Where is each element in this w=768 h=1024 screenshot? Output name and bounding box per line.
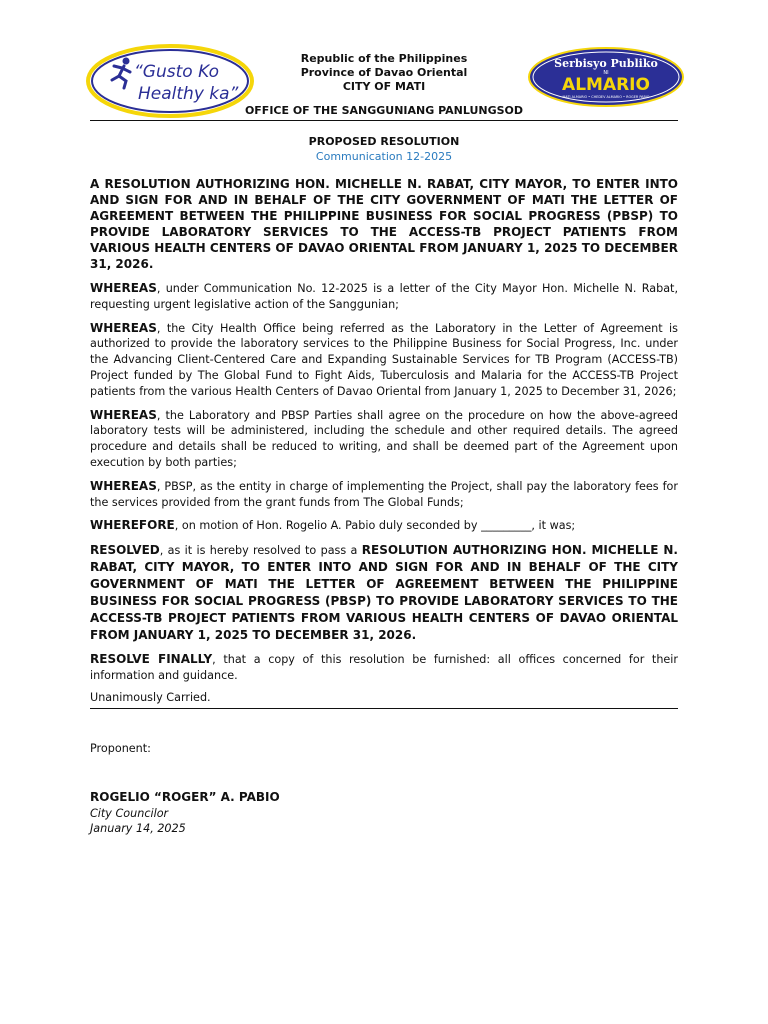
wherefore-label: WHEREFORE [90,518,175,533]
wherefore-text: , on motion of Hon. Rogelio A. Pabio duly seconded by _________, it was; [174,519,576,533]
logo-right-top: Serbisyo Publiko [554,57,658,70]
resolve-finally-text: , that a copy of this resolution be furnished: all offices concerned for their information and guidance. [90,653,679,682]
footer-divider [90,708,678,709]
whereas-text: , PBSP, as the entity in charge of implementing the Project, shall pay the laboratory fees for the services provided from the grant funds from The Global Funds; [90,479,678,509]
resolution-title: A RESOLUTION AUTHORIZING HON. MICHELLE N. RABAT, CITY MAYOR, TO ENTER INTO AND SIGN FOR AND IN BEHALF OF THE CITY GOVERNMENT OF MATI THE LETTER OF AGREEMENT BETWEEN THE PHILIPPINE BUSINESS FOR SOCIAL PROGRESS (PBSP) TO PROVIDE LABORATORY SERVICES TO THE ACCESS-TB PROJECT PATIENTS FROM VARIOUS HEALTH CENTERS OF DAVAO ORIENTAL FROM JANUARY 1, 2025 TO DECEMBER 31, 2026. [90,177,678,271]
whereas-paragraph-3 [90,408,678,471]
logo-left-line2: Healthy ka” [138,84,239,104]
office-name: OFFICE OF THE SANGGUNIANG PANLUNGSOD [244,104,524,117]
whereas-label: WHEREAS [90,478,157,493]
header-republic: Republic of the Philippines [300,52,468,65]
whereas-label: WHEREAS [90,407,157,422]
logo-right-sub: MATI ALMARIO • CHEDEV ALMARIO • ROGER PABIO [562,95,650,99]
whereas-text: , under Communication No. 12-2025 is a letter of the City Mayor Hon. Michelle N. Rabat, requesting urgent legislative action of the Sanggunian; [90,282,678,311]
logo-right-main: ALMARIO [562,75,650,95]
proponent-label: Proponent: [90,742,151,755]
communication-number: Communication 12-2025 [315,150,453,163]
resolved-bold-text: RESOLUTION AUTHORIZING HON. MICHELLE N. RABAT, CITY MAYOR, TO ENTER INTO AND SIGN FOR AND IN BEHALF OF THE CITY GOVERNMENT OF MATI THE LETTER OF AGREEMENT BETWEEN THE PHILIPPINE BUSINESS FOR SOCIAL PROGRESS (PBSP) TO PROVIDE LABORATORY SERVICES TO THE ACCESS-TB PROJECT PATIENTS FROM VARIOUS HEALTH CENTERS OF DAVAO ORIENTAL FROM JANUARY 1, 2025 TO DECEMBER 31, 2026. [90,543,678,643]
resolved-text: , as it is hereby resolved to pass a [159,544,362,558]
whereas-paragraph-2 [90,321,678,400]
whereas-label: WHEREAS [90,281,157,295]
header-city: CITY OF MATI [342,80,426,93]
letterhead [250,52,518,94]
whereas-paragraph-1 [90,281,678,313]
serbisyo-publiko-almario-logo [527,46,685,108]
whereas-text: , the City Health Office being referred as the Laboratory in the Letter of Agreement is authorized to provide the laboratory services to the Philippine Business for Social Progress, Inc. under the Advancing Client-Centered Care and Expanding Sustainable Services for TB Program (ACCESS-TB) Project funded by The Global Fund to Fight Aids, Tuberculosis and Malaria for the ACCESS-TB Project patients from the various Health Centers of Davao Oriental from January 1, 2025 to December 31, 2026; [90,321,678,398]
resolve-finally-paragraph [90,652,678,684]
header-divider [90,120,678,121]
signer-position: City Councilor [90,807,169,820]
resolve-finally-label: RESOLVE FINALLY [90,652,213,667]
logo-left-line1: “Gusto Ko [134,62,220,82]
wherefore-paragraph [90,518,678,534]
whereas-text: , the Laboratory and PBSP Parties shall agree on the procedure on how the above-agreed laboratory tests will be administered, including the schedule and other required details. The agreed procedure and details shall be reduced to writing, and shall be deemed part of the Agreement upon execution by both parties; [90,408,678,469]
proposed-resolution-heading: PROPOSED RESOLUTION [308,135,460,148]
header-province: Province of Davao Oriental [300,66,468,79]
unanimously-carried: Unanimously Carried. [90,691,211,704]
resolution-body [90,176,678,692]
logo-right-ni: NI [603,70,609,76]
resolved-paragraph [90,542,678,644]
whereas-label: WHEREAS [90,320,157,335]
whereas-paragraph-4 [90,479,678,511]
signer-name: ROGELIO “ROGER” A. PABIO [90,790,280,804]
resolved-label: RESOLVED [90,543,160,558]
signer-date: January 14, 2025 [90,822,186,835]
